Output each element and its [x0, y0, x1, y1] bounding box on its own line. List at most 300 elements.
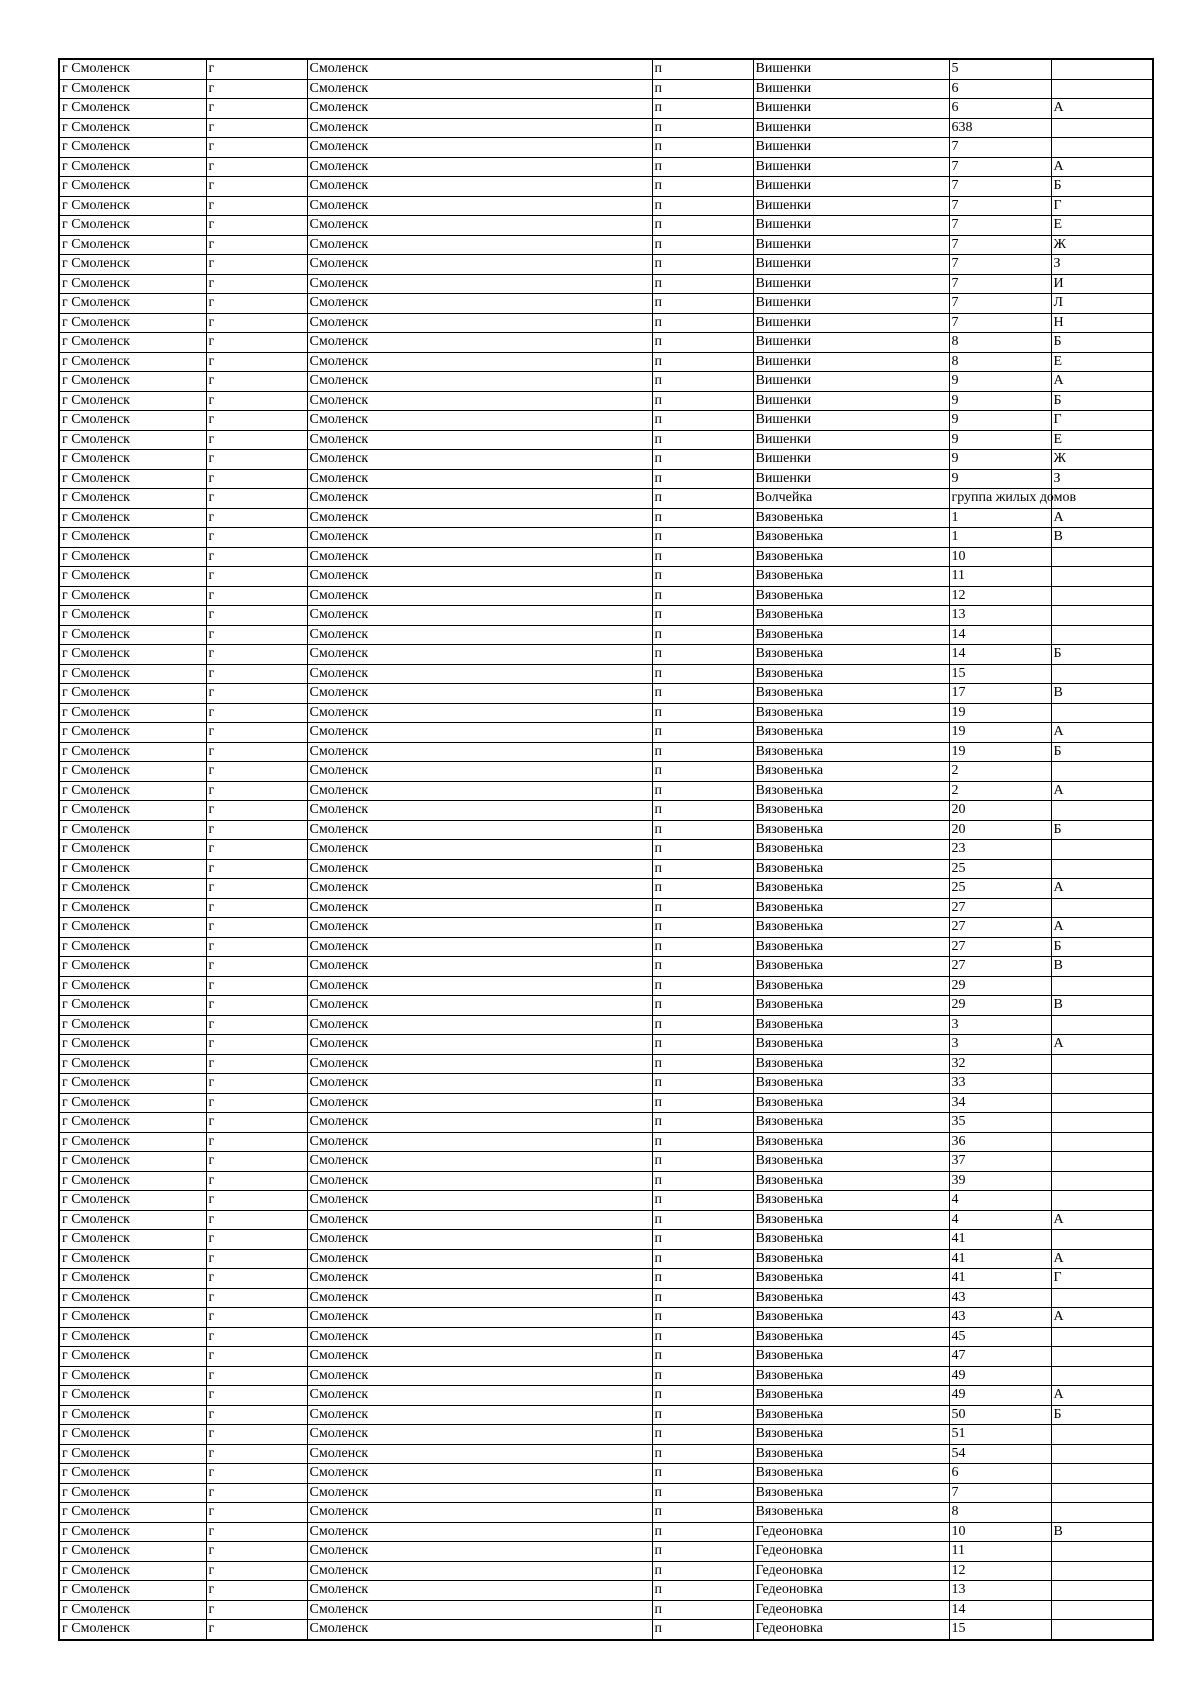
locality-type-cell: г [206, 1230, 307, 1250]
settlement-type-cell: п [652, 547, 753, 567]
table-row [59, 372, 1153, 392]
city-region-cell: г Смоленск [59, 333, 206, 353]
locality-name-cell: Смоленск [307, 625, 652, 645]
city-region-cell: г Смоленск [59, 1425, 206, 1445]
table-row [59, 781, 1153, 801]
city-region-cell: г Смоленск [59, 99, 206, 119]
house-number-cell: 43 [949, 1308, 1051, 1328]
city-region-cell: г Смоленск [59, 1210, 206, 1230]
city-region-cell: г Смоленск [59, 1620, 206, 1640]
locality-name-cell: Смоленск [307, 1171, 652, 1191]
locality-type-cell: г [206, 157, 307, 177]
settlement-name-cell: Вязовенька [753, 1464, 949, 1484]
locality-name-cell: Смоленск [307, 59, 652, 79]
settlement-name-cell: Вязовенька [753, 1074, 949, 1094]
settlement-type-cell: п [652, 1581, 753, 1601]
locality-type-cell: г [206, 1074, 307, 1094]
building-letter-cell: Г [1051, 196, 1153, 216]
building-letter-cell [1051, 801, 1153, 821]
table-row [59, 1191, 1153, 1211]
locality-name-cell: Смоленск [307, 703, 652, 723]
settlement-type-cell: п [652, 1347, 753, 1367]
table-row [59, 1230, 1153, 1250]
locality-type-cell: г [206, 313, 307, 333]
city-region-cell: г Смоленск [59, 1035, 206, 1055]
document-page [58, 58, 1152, 1641]
table-row [59, 1542, 1153, 1562]
settlement-type-cell: п [652, 1483, 753, 1503]
city-region-cell: г Смоленск [59, 879, 206, 899]
settlement-type-cell: п [652, 469, 753, 489]
table-row [59, 820, 1153, 840]
locality-type-cell: г [206, 976, 307, 996]
building-letter-cell [1051, 1230, 1153, 1250]
locality-name-cell: Смоленск [307, 1405, 652, 1425]
locality-type-cell: г [206, 255, 307, 275]
house-number-cell: 25 [949, 879, 1051, 899]
settlement-type-cell: п [652, 723, 753, 743]
city-region-cell: г Смоленск [59, 703, 206, 723]
locality-name-cell: Смоленск [307, 781, 652, 801]
table-row [59, 1035, 1153, 1055]
locality-type-cell: г [206, 177, 307, 197]
settlement-type-cell: п [652, 294, 753, 314]
house-number-cell: 7 [949, 235, 1051, 255]
building-letter-cell [1051, 1093, 1153, 1113]
city-region-cell: г Смоленск [59, 918, 206, 938]
settlement-type-cell: п [652, 918, 753, 938]
settlement-type-cell: п [652, 801, 753, 821]
locality-type-cell: г [206, 430, 307, 450]
locality-name-cell: Смоленск [307, 996, 652, 1016]
settlement-name-cell: Вишенки [753, 118, 949, 138]
table-row [59, 79, 1153, 99]
settlement-name-cell: Вишенки [753, 450, 949, 470]
locality-type-cell: г [206, 450, 307, 470]
table-row [59, 742, 1153, 762]
city-region-cell: г Смоленск [59, 1152, 206, 1172]
building-letter-cell [1051, 1464, 1153, 1484]
city-region-cell: г Смоленск [59, 1542, 206, 1562]
city-region-cell: г Смоленск [59, 547, 206, 567]
settlement-name-cell: Вязовенька [753, 1366, 949, 1386]
table-row [59, 255, 1153, 275]
settlement-name-cell: Вязовенька [753, 840, 949, 860]
city-region-cell: г Смоленск [59, 1015, 206, 1035]
settlement-type-cell: п [652, 664, 753, 684]
building-letter-cell: В [1051, 957, 1153, 977]
settlement-type-cell: п [652, 1249, 753, 1269]
locality-name-cell: Смоленск [307, 1600, 652, 1620]
table-row [59, 1327, 1153, 1347]
building-letter-cell: Г [1051, 1269, 1153, 1289]
house-number-cell: 27 [949, 898, 1051, 918]
city-region-cell: г Смоленск [59, 1308, 206, 1328]
table-row [59, 859, 1153, 879]
settlement-name-cell: Вязовенька [753, 1210, 949, 1230]
table-row [59, 1288, 1153, 1308]
house-number-cell: 14 [949, 645, 1051, 665]
locality-type-cell: г [206, 567, 307, 587]
locality-type-cell: г [206, 1542, 307, 1562]
city-region-cell: г Смоленск [59, 450, 206, 470]
house-number-cell: 12 [949, 586, 1051, 606]
locality-type-cell: г [206, 703, 307, 723]
settlement-name-cell: Вишенки [753, 294, 949, 314]
table-row [59, 1561, 1153, 1581]
locality-name-cell: Смоленск [307, 918, 652, 938]
locality-type-cell: г [206, 898, 307, 918]
locality-name-cell: Смоленск [307, 489, 652, 509]
city-region-cell: г Смоленск [59, 723, 206, 743]
settlement-name-cell: Вишенки [753, 255, 949, 275]
house-number-cell: 17 [949, 684, 1051, 704]
locality-type-cell: г [206, 294, 307, 314]
house-number-cell: 27 [949, 937, 1051, 957]
building-letter-cell: А [1051, 157, 1153, 177]
table-row [59, 1054, 1153, 1074]
table-row [59, 1522, 1153, 1542]
settlement-name-cell: Вязовенька [753, 1054, 949, 1074]
locality-name-cell: Смоленск [307, 411, 652, 431]
building-letter-cell: А [1051, 508, 1153, 528]
settlement-name-cell: Вязовенька [753, 508, 949, 528]
locality-type-cell: г [206, 820, 307, 840]
house-number-cell: 8 [949, 1503, 1051, 1523]
settlement-type-cell: п [652, 1093, 753, 1113]
settlement-name-cell: Вязовенька [753, 586, 949, 606]
locality-name-cell: Смоленск [307, 1210, 652, 1230]
locality-type-cell: г [206, 1386, 307, 1406]
building-letter-cell [1051, 1113, 1153, 1133]
locality-type-cell: г [206, 79, 307, 99]
building-letter-cell: Е [1051, 352, 1153, 372]
locality-name-cell: Смоленск [307, 1015, 652, 1035]
locality-name-cell: Смоленск [307, 1425, 652, 1445]
house-number-cell: 33 [949, 1074, 1051, 1094]
settlement-name-cell: Вязовенька [753, 1132, 949, 1152]
table-row [59, 1152, 1153, 1172]
house-number-cell: 39 [949, 1171, 1051, 1191]
house-number-cell: 9 [949, 372, 1051, 392]
house-number-cell: 13 [949, 606, 1051, 626]
locality-name-cell: Смоленск [307, 1464, 652, 1484]
building-letter-cell [1051, 1366, 1153, 1386]
table-row [59, 450, 1153, 470]
settlement-type-cell: п [652, 684, 753, 704]
building-letter-cell [1051, 1054, 1153, 1074]
table-row [59, 411, 1153, 431]
table-row [59, 1113, 1153, 1133]
settlement-name-cell: Вишенки [753, 274, 949, 294]
building-letter-cell: Б [1051, 742, 1153, 762]
city-region-cell: г Смоленск [59, 469, 206, 489]
settlement-name-cell: Вязовенька [753, 567, 949, 587]
table-row [59, 1405, 1153, 1425]
house-number-cell: 41 [949, 1230, 1051, 1250]
city-region-cell: г Смоленск [59, 1581, 206, 1601]
locality-type-cell: г [206, 742, 307, 762]
settlement-name-cell: Вишенки [753, 235, 949, 255]
settlement-name-cell: Вязовенька [753, 1269, 949, 1289]
house-number-cell: 6 [949, 79, 1051, 99]
settlement-name-cell: Вишенки [753, 469, 949, 489]
locality-name-cell: Смоленск [307, 1561, 652, 1581]
locality-name-cell: Смоленск [307, 1366, 652, 1386]
table-row [59, 391, 1153, 411]
locality-name-cell: Смоленск [307, 274, 652, 294]
settlement-type-cell: п [652, 996, 753, 1016]
settlement-type-cell: п [652, 1132, 753, 1152]
settlement-type-cell: п [652, 216, 753, 236]
city-region-cell: г Смоленск [59, 352, 206, 372]
locality-type-cell: г [206, 138, 307, 158]
building-letter-cell [1051, 138, 1153, 158]
house-number-cell: 7 [949, 1483, 1051, 1503]
settlement-type-cell: п [652, 274, 753, 294]
locality-name-cell: Смоленск [307, 235, 652, 255]
building-letter-cell [1051, 703, 1153, 723]
settlement-type-cell: п [652, 567, 753, 587]
locality-name-cell: Смоленск [307, 801, 652, 821]
building-letter-cell: В [1051, 684, 1153, 704]
table-row [59, 138, 1153, 158]
locality-type-cell: г [206, 879, 307, 899]
locality-type-cell: г [206, 547, 307, 567]
settlement-name-cell: Вишенки [753, 391, 949, 411]
settlement-type-cell: п [652, 1620, 753, 1640]
table-row [59, 216, 1153, 236]
settlement-type-cell: п [652, 118, 753, 138]
city-region-cell: г Смоленск [59, 840, 206, 860]
table-row [59, 1425, 1153, 1445]
settlement-name-cell: Вязовенька [753, 1503, 949, 1523]
locality-name-cell: Смоленск [307, 118, 652, 138]
city-region-cell: г Смоленск [59, 294, 206, 314]
city-region-cell: г Смоленск [59, 1600, 206, 1620]
city-region-cell: г Смоленск [59, 391, 206, 411]
settlement-name-cell: Вязовенька [753, 606, 949, 626]
table-row [59, 625, 1153, 645]
settlement-type-cell: п [652, 1503, 753, 1523]
locality-name-cell: Смоленск [307, 1113, 652, 1133]
locality-type-cell: г [206, 1366, 307, 1386]
settlement-type-cell: п [652, 1171, 753, 1191]
building-letter-cell: Б [1051, 177, 1153, 197]
locality-type-cell: г [206, 372, 307, 392]
locality-type-cell: г [206, 996, 307, 1016]
city-region-cell: г Смоленск [59, 1093, 206, 1113]
house-number-cell: 20 [949, 801, 1051, 821]
house-number-cell: 20 [949, 820, 1051, 840]
city-region-cell: г Смоленск [59, 1054, 206, 1074]
locality-type-cell: г [206, 1054, 307, 1074]
locality-type-cell: г [206, 840, 307, 860]
city-region-cell: г Смоленск [59, 957, 206, 977]
settlement-name-cell: Вязовенька [753, 1171, 949, 1191]
locality-type-cell: г [206, 469, 307, 489]
city-region-cell: г Смоленск [59, 235, 206, 255]
city-region-cell: г Смоленск [59, 1444, 206, 1464]
settlement-name-cell: Вязовенька [753, 1035, 949, 1055]
locality-name-cell: Смоленск [307, 508, 652, 528]
locality-type-cell: г [206, 684, 307, 704]
city-region-cell: г Смоленск [59, 567, 206, 587]
settlement-name-cell: Вязовенька [753, 1191, 949, 1211]
house-number-cell: 37 [949, 1152, 1051, 1172]
city-region-cell: г Смоленск [59, 59, 206, 79]
locality-name-cell: Смоленск [307, 664, 652, 684]
house-number-cell: 41 [949, 1269, 1051, 1289]
locality-type-cell: г [206, 664, 307, 684]
settlement-type-cell: п [652, 1113, 753, 1133]
settlement-name-cell: Вязовенька [753, 1347, 949, 1367]
settlement-type-cell: п [652, 781, 753, 801]
table-row [59, 1171, 1153, 1191]
building-letter-cell: З [1051, 255, 1153, 275]
locality-name-cell: Смоленск [307, 255, 652, 275]
settlement-type-cell: п [652, 489, 753, 509]
house-number-cell: 5 [949, 59, 1051, 79]
building-letter-cell [1051, 976, 1153, 996]
building-letter-cell [1051, 1152, 1153, 1172]
table-row [59, 547, 1153, 567]
table-row [59, 1132, 1153, 1152]
city-region-cell: г Смоленск [59, 411, 206, 431]
building-letter-cell [1051, 1620, 1153, 1640]
table-row [59, 489, 1153, 509]
locality-type-cell: г [206, 118, 307, 138]
building-letter-cell: Б [1051, 820, 1153, 840]
house-number-cell: 23 [949, 840, 1051, 860]
locality-type-cell: г [206, 586, 307, 606]
settlement-name-cell: Вишенки [753, 138, 949, 158]
table-row [59, 1074, 1153, 1094]
locality-name-cell: Смоленск [307, 1347, 652, 1367]
settlement-type-cell: п [652, 333, 753, 353]
settlement-type-cell: п [652, 59, 753, 79]
building-letter-cell: А [1051, 1210, 1153, 1230]
locality-name-cell: Смоленск [307, 333, 652, 353]
locality-name-cell: Смоленск [307, 762, 652, 782]
house-number-cell: 49 [949, 1366, 1051, 1386]
building-letter-cell: Л [1051, 294, 1153, 314]
house-number-cell: 15 [949, 1620, 1051, 1640]
city-region-cell: г Смоленск [59, 528, 206, 548]
settlement-type-cell: п [652, 1542, 753, 1562]
table-row [59, 976, 1153, 996]
settlement-type-cell: п [652, 255, 753, 275]
table-row [59, 1620, 1153, 1640]
house-number-cell: 1 [949, 508, 1051, 528]
settlement-type-cell: п [652, 1405, 753, 1425]
table-row [59, 1015, 1153, 1035]
settlement-type-cell: п [652, 352, 753, 372]
locality-type-cell: г [206, 1581, 307, 1601]
table-row [59, 1600, 1153, 1620]
house-number-cell: 54 [949, 1444, 1051, 1464]
building-letter-cell [1051, 606, 1153, 626]
locality-type-cell: г [206, 762, 307, 782]
settlement-type-cell: п [652, 430, 753, 450]
settlement-name-cell: Гедеоновка [753, 1542, 949, 1562]
city-region-cell: г Смоленск [59, 820, 206, 840]
settlement-name-cell: Вишенки [753, 313, 949, 333]
locality-type-cell: г [206, 645, 307, 665]
locality-name-cell: Смоленск [307, 976, 652, 996]
house-number-cell: 2 [949, 781, 1051, 801]
settlement-name-cell: Вязовенька [753, 937, 949, 957]
city-region-cell: г Смоленск [59, 586, 206, 606]
city-region-cell: г Смоленск [59, 118, 206, 138]
settlement-name-cell: Вишенки [753, 372, 949, 392]
locality-name-cell: Смоленск [307, 430, 652, 450]
settlement-type-cell: п [652, 606, 753, 626]
table-row [59, 1366, 1153, 1386]
locality-name-cell: Смоленск [307, 1288, 652, 1308]
house-number-cell: 14 [949, 625, 1051, 645]
city-region-cell: г Смоленск [59, 216, 206, 236]
settlement-type-cell: п [652, 99, 753, 119]
table-row [59, 1093, 1153, 1113]
locality-type-cell: г [206, 1483, 307, 1503]
locality-name-cell: Смоленск [307, 450, 652, 470]
locality-name-cell: Смоленск [307, 1093, 652, 1113]
city-region-cell: г Смоленск [59, 274, 206, 294]
settlement-name-cell: Вязовенька [753, 684, 949, 704]
house-number-cell: 7 [949, 255, 1051, 275]
locality-type-cell: г [206, 508, 307, 528]
settlement-type-cell: п [652, 1015, 753, 1035]
house-number-cell: 9 [949, 469, 1051, 489]
building-letter-cell [1051, 1600, 1153, 1620]
city-region-cell: г Смоленск [59, 1386, 206, 1406]
city-region-cell: г Смоленск [59, 1405, 206, 1425]
table-row [59, 703, 1153, 723]
locality-name-cell: Смоленск [307, 742, 652, 762]
city-region-cell: г Смоленск [59, 996, 206, 1016]
settlement-name-cell: Вязовенька [753, 957, 949, 977]
city-region-cell: г Смоленск [59, 684, 206, 704]
settlement-type-cell: п [652, 391, 753, 411]
city-region-cell: г Смоленск [59, 489, 206, 509]
locality-type-cell: г [206, 1035, 307, 1055]
house-number-cell: 49 [949, 1386, 1051, 1406]
table-row [59, 1503, 1153, 1523]
house-number-cell: 6 [949, 99, 1051, 119]
table-row [59, 59, 1153, 79]
table-row [59, 762, 1153, 782]
locality-name-cell: Смоленск [307, 1152, 652, 1172]
building-letter-cell [1051, 1503, 1153, 1523]
locality-type-cell: г [206, 723, 307, 743]
locality-type-cell: г [206, 216, 307, 236]
settlement-type-cell: п [652, 528, 753, 548]
building-letter-cell: Б [1051, 1405, 1153, 1425]
locality-type-cell: г [206, 859, 307, 879]
settlement-type-cell: п [652, 1464, 753, 1484]
city-region-cell: г Смоленск [59, 801, 206, 821]
settlement-type-cell: п [652, 372, 753, 392]
house-number-cell: 19 [949, 723, 1051, 743]
building-letter-cell [1051, 898, 1153, 918]
settlement-name-cell: Вязовенька [753, 664, 949, 684]
locality-name-cell: Смоленск [307, 898, 652, 918]
city-region-cell: г Смоленск [59, 859, 206, 879]
building-letter-cell [1051, 1015, 1153, 1035]
city-region-cell: г Смоленск [59, 372, 206, 392]
locality-name-cell: Смоленск [307, 1542, 652, 1562]
